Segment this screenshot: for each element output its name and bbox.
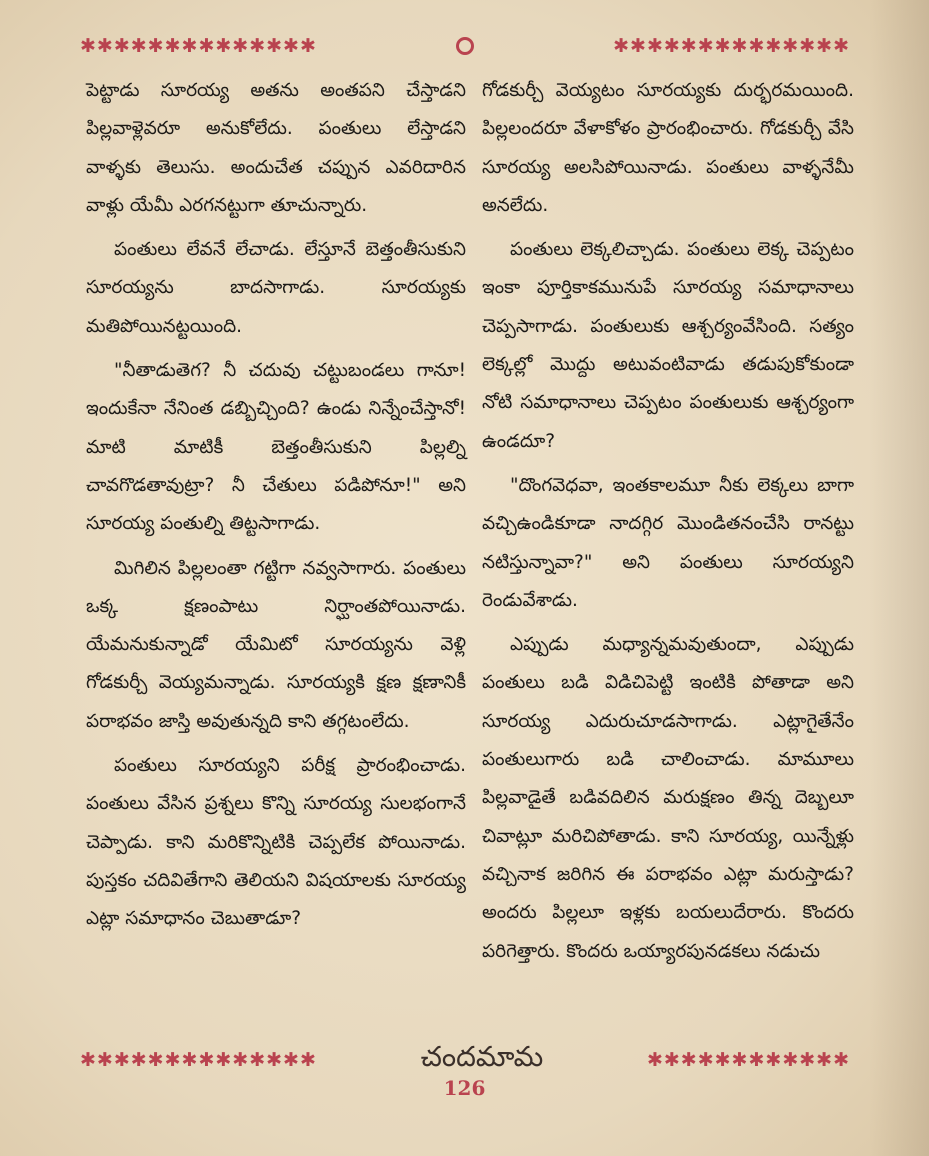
top-ornament-border [80,30,850,62]
paragraph: పంతులు లెక్కలిచ్చాడు. పంతులు లెక్క చెప్పటం ఇంకా పూర్తికాకమునుపే సూరయ్య సమాధానాలు చెప్పసాగాడు. పంతులుకు ఆశ్చర్యంవేసింది. సత్యం లెక్కల్లో మొద్దు అటువంటివాడు తడుపుకోకుండా నోటి సమాధానాలు చెప్పటం పంతులుకు ఆశ్చర్యంగా ఉండదూ? [482,239,854,452]
paragraph: మిగిలిన పిల్లలంతా గట్టిగా నవ్వసాగారు. పంతులు ఒక్క క్షణంపాటు నిర్ఘాంతపోయినాడు. యేమనుకున్నాడో యేమిటో సూరయ్యను వెళ్లి గోడకుర్చీ వెయ్యమన్నాడు. సూరయ్యకి క్షణ క్షణానికీ పరాభవం జాస్తి అవుతున్నది కాని తగ్గటంలేదు. [86,557,466,732]
paragraph: పంతులు లేవనే లేచాడు. లేస్తూనే బెత్తంతీసుకుని సూరయ్యను బాదసాగాడు. సూరయ్యకు మతిపోయినట్టయింది. [86,239,466,337]
ornament-left: ✱✱✱✱✱✱✱✱✱✱✱✱✱✱ [80,1049,317,1071]
paragraph: ఎప్పుడు మధ్యాన్నమవుతుందా, ఎప్పుడు పంతులు బడి విడిచిపెట్టి ఇంటికి పోతాడా అని సూరయ్య ఎదురుచూడసాగాడు. ఎట్లాగైతేనేం పంతులుగారు బడి చాలించాడు. మామూలు పిల్లవాడైతే బడివదిలిన మరుక్షణం తిన్న దెబ్బలూ చివాట్లూ మరిచిపోతాడు. కాని సూరయ్య, యిన్నేళ్లు వచ్చినాక జరిగిన ఈ పరాభవం ఎట్లా మరుస్తాడు? అందరు పిల్లలూ ఇళ్లకు బయలుదేరారు. కొందరు పరిగెత్తారు. కొందరు ఒయ్యారపునడకలు నడుచు [482,634,854,962]
paragraph: "నీతాడుతెగ? నీ చదువు చట్టుబండలు గానూ! ఇందుకేనా నేనింత డబ్బిచ్చింది? ఉండు నిన్నేంచేస్తానో! మాటి మాటికీ బెత్తంతీసుకుని పిల్లల్ని చావగొడతావుట్రా? నీ చేతులు పడిపోనూ!" అని సూరయ్య పంతుల్ని తిట్టసాగాడు. [86,360,466,535]
right-text-column [482,72,854,977]
page-edge-shadow [869,0,929,1156]
paragraph: గోడకుర్చీ వెయ్యటం సూరయ్యకు దుర్భరమయింది. పిల్లలందరూ వేళాకోళం ప్రారంభించారు. గోడకుర్చీ వేసి సూరయ్య అలసిపోయినాడు. పంతులు వాళ్ళనేమీ అనలేదు. [482,80,854,216]
ornament-right: ✱✱✱✱✱✱✱✱✱✱✱✱✱✱ [613,35,850,57]
paragraph: "దొంగవెధవా, ఇంతకాలమూ నీకు లెక్కలు బాగా వచ్చిఉండికూడా నాదగ్గిర మొండితనంచేసి రానట్టు నటిస్తున్నావా?" అని పంతులు సూరయ్యని రెండువేశాడు. [482,474,854,611]
bottom-ornament-border [80,1042,850,1078]
page-number: 126 [443,1076,486,1100]
paragraph: పెట్టాడు సూరయ్య అతను అంతపని చేస్తాడని పిల్లవాళ్లెవరూ అనుకోలేదు. పంతులు లేస్తాడని వాళ్ళకు తెలుసు. అందుచేత చప్పున ఎవరిదారిన వాళ్లు యేమీ ఎరగనట్టుగా తూచున్నారు. [86,80,466,216]
paragraph: పంతులు సూరయ్యని పరీక్ష ప్రారంభించాడు. పంతులు వేసిన ప్రశ్నలు కొన్ని సూరయ్య సులభంగానే చెప్పాడు. కాని మరికొన్నిటికి చెప్పలేక పోయినాడు. పుస్తకం చదివితేగాని తెలియని విషయాలకు సూరయ్య ఎట్లా సమాధానం చెబుతాడూ? [86,755,466,930]
magazine-masthead: చందమామ [420,1042,544,1073]
ornament-right: ✱✱✱✱✱✱✱✱✱✱✱✱ [646,1049,850,1071]
ornament-ring-icon [456,37,474,55]
left-text-column [86,72,466,945]
ornament-left: ✱✱✱✱✱✱✱✱✱✱✱✱✱✱ [80,35,317,57]
